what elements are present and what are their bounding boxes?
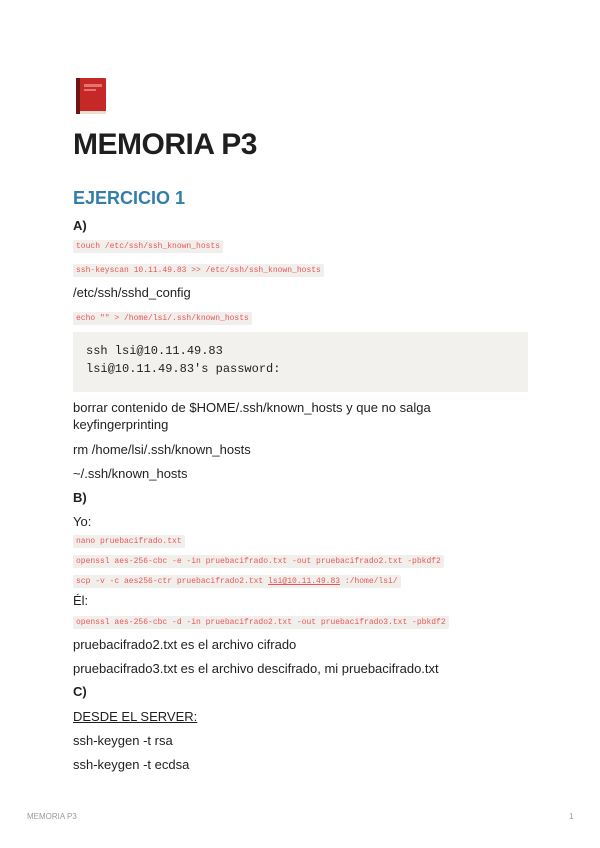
- footer-title: MEMORIA P3: [27, 812, 77, 821]
- inline-code: ssh-keyscan 10.11.49.83 >> /etc/ssh/ssh_known_hosts: [73, 264, 324, 277]
- code-text: scp -v -c aes256-ctr pruebacifrado2.txt: [76, 577, 269, 586]
- code-line: lsi@10.11.49.83's password:: [86, 362, 281, 376]
- red-book-icon: [73, 76, 109, 116]
- code-line: ssh lsi@10.11.49.83: [86, 344, 223, 358]
- section-heading: EJERCICIO 1: [73, 188, 186, 208]
- inline-code: openssl aes-256-cbc -d -in pruebacifrado2.txt -out pruebacifrado3.txt -pbkdf2: [73, 616, 449, 629]
- inline-code: echo "" > /home/lsi/.ssh/known_hosts: [73, 312, 252, 325]
- paragraph: borrar contenido de $HOME/.ssh/known_hosts y que no salga keyfingerprinting: [73, 400, 431, 432]
- paragraph: ~/.ssh/known_hosts: [73, 466, 188, 481]
- paragraph: Yo:: [73, 514, 92, 529]
- paragraph: /etc/ssh/sshd_config: [73, 285, 191, 300]
- paragraph: Él:: [73, 593, 89, 608]
- email-link[interactable]: lsi@10.11.49.83: [268, 577, 341, 586]
- page-number: 1: [569, 812, 574, 821]
- paragraph: pruebacifrado3.txt es el archivo descifrado, mi pruebacifrado.txt: [73, 661, 439, 676]
- page-title: MEMORIA P3: [73, 128, 257, 161]
- inline-code: openssl aes-256-cbc -e -in pruebacifrado.txt -out pruebacifrado2.txt -pbkdf2: [73, 555, 444, 568]
- subheading-c: C): [73, 684, 87, 699]
- inline-code: touch /etc/ssh/ssh_known_hosts: [73, 240, 223, 253]
- code-block: [73, 332, 528, 392]
- paragraph: DESDE EL SERVER:: [73, 709, 198, 724]
- code-text: :/home/lsi/: [340, 577, 398, 586]
- paragraph: ssh-keygen -t ecdsa: [73, 757, 190, 772]
- paragraph: pruebacifrado2.txt es el archivo cifrado: [73, 637, 297, 652]
- subheading-b: B): [73, 490, 87, 505]
- inline-code: nano pruebacifrado.txt: [73, 535, 185, 548]
- inline-code: [73, 575, 401, 588]
- paragraph: rm /home/lsi/.ssh/known_hosts: [73, 442, 251, 457]
- paragraph: ssh-keygen -t rsa: [73, 733, 173, 748]
- subheading-a: A): [73, 218, 87, 233]
